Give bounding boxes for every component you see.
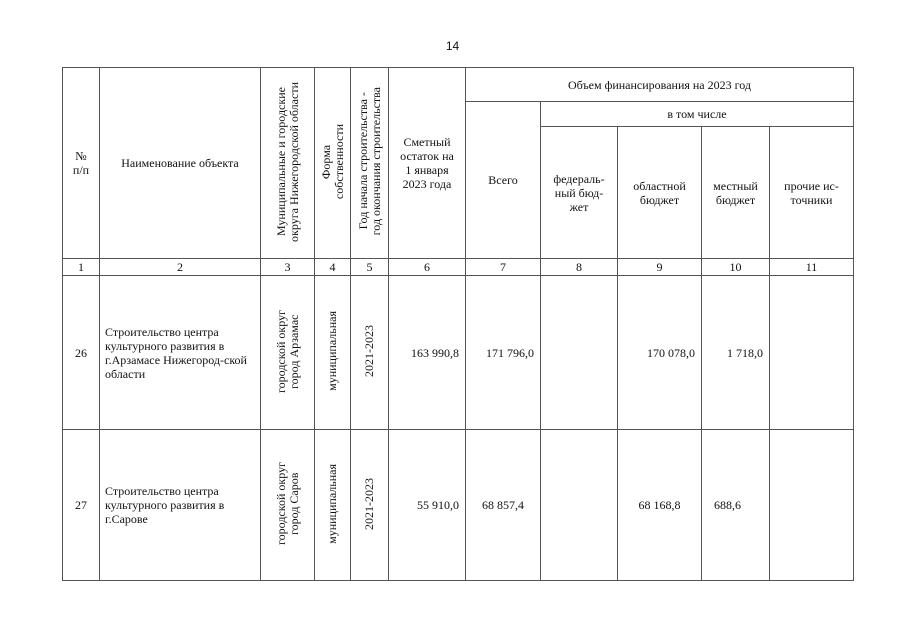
column-number: 3 <box>261 259 315 276</box>
column-number: 9 <box>618 259 702 276</box>
row-regional: 170 078,0 <box>618 276 702 430</box>
column-number: 5 <box>351 259 389 276</box>
row-ownership: муниципальная <box>315 276 351 430</box>
column-number: 4 <box>315 259 351 276</box>
column-number: 8 <box>541 259 618 276</box>
row-other <box>770 430 854 581</box>
row-other <box>770 276 854 430</box>
row-municipality: городской округ город Саров <box>261 430 315 581</box>
column-number: 6 <box>389 259 466 276</box>
header-funding-group: Объем финансирования на 2023 год <box>466 68 854 102</box>
table-row <box>63 276 854 430</box>
column-number: 1 <box>63 259 100 276</box>
financing-table <box>62 67 854 581</box>
row-years: 2021-2023 <box>351 430 389 581</box>
header-regional: областной бюджет <box>618 127 702 259</box>
row-local: 688,6 <box>702 430 770 581</box>
row-federal <box>541 276 618 430</box>
header-years: Год начала строительства - год окончания строительства <box>351 68 389 259</box>
row-name: Строительство центра культурного развития в г.Сарове <box>100 430 261 581</box>
row-name: Строительство центра культурного развития в г.Арзамасе Нижегород-ской области <box>100 276 261 430</box>
row-num: 27 <box>63 430 100 581</box>
row-total: 68 857,4 <box>466 430 541 581</box>
row-municipality: городской округ город Арзамас <box>261 276 315 430</box>
header-ownership: Форма собственности <box>315 68 351 259</box>
row-years: 2021-2023 <box>351 276 389 430</box>
header-total: Всего <box>466 102 541 259</box>
header-other: прочие ис- точники <box>770 127 854 259</box>
row-balance: 55 910,0 <box>389 430 466 581</box>
column-number: 7 <box>466 259 541 276</box>
column-number: 10 <box>702 259 770 276</box>
row-num: 26 <box>63 276 100 430</box>
table-row <box>63 430 854 581</box>
header-name: Наименование объекта <box>100 68 261 259</box>
page-number: 14 <box>445 39 460 53</box>
header-federal: федераль- ный бюд- жет <box>541 127 618 259</box>
row-regional: 68 168,8 <box>618 430 702 581</box>
header-municipality: Муниципальные и городские округа Нижегородской области <box>261 68 315 259</box>
header-num: № п/п <box>63 68 100 259</box>
row-balance: 163 990,8 <box>389 276 466 430</box>
column-numbers-row <box>63 259 854 276</box>
column-number: 2 <box>100 259 261 276</box>
header-including-group: в том числе <box>541 102 854 127</box>
header-balance: Сметный остаток на 1 января 2023 года <box>389 68 466 259</box>
row-ownership: муниципальная <box>315 430 351 581</box>
header-local: местный бюджет <box>702 127 770 259</box>
column-number: 11 <box>770 259 854 276</box>
row-total: 171 796,0 <box>466 276 541 430</box>
row-federal <box>541 430 618 581</box>
row-local: 1 718,0 <box>702 276 770 430</box>
